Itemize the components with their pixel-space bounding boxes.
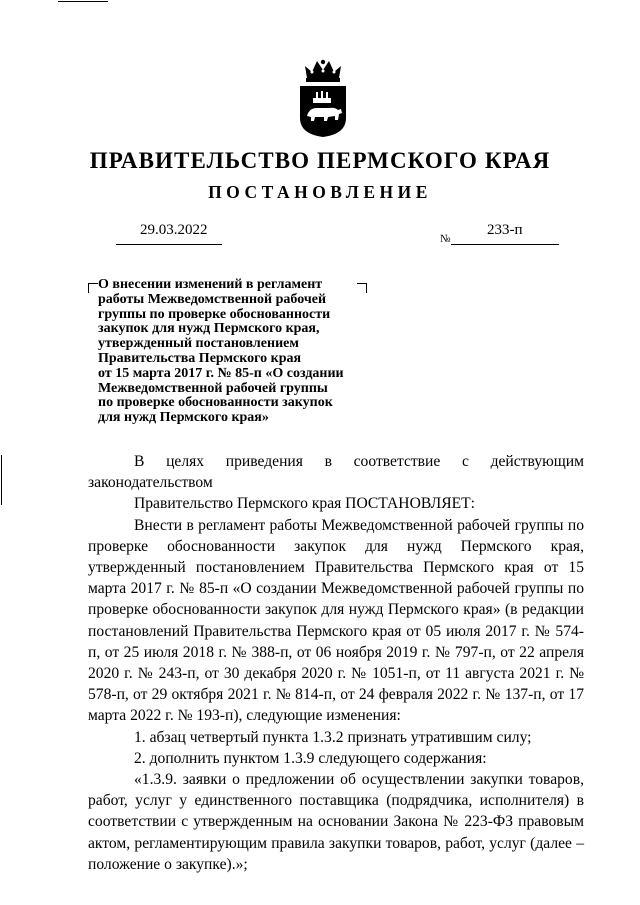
subject-line: от 15 марта 2017 г. № 85-п «О создании (98, 365, 344, 381)
subject-line: утвержденный постановлением (98, 336, 299, 352)
document-date: 29.03.2022 (140, 222, 208, 238)
number-underline (451, 244, 559, 245)
scan-edge-line-top (58, 1, 108, 2)
document-type: ПОСТАНОВЛЕНИЕ (208, 182, 432, 202)
subject-line: О внесении изменений в регламент (98, 277, 323, 292)
subject-line: закупок для нужд Пермского края, (98, 321, 320, 337)
subject-line: Межведомственной рабочей группы (98, 380, 328, 396)
resolution-paragraph: Правительство Пермского края ПОСТАНОВЛЯЕТ: (134, 495, 475, 513)
date-underline (116, 244, 222, 245)
document-number: 233-п (487, 222, 523, 238)
item-2-paragraph: 2. дополнить пунктом 1.3.9 следующего содержания: (134, 749, 487, 767)
amendment-paragraph: Внести в регламент работы Межведомственной рабочей группы по проверке обоснованности закупок для нужд Пермского края, утвержденный постановлением Правительства Пермского края от 15 марта 2017 г. № 85-п «О создании Межведомственной рабочей группы по проверке обоснованности закупок для нужд Пермского края» (в редакции постановлений Правительства Пермского края от 05 июля 2017 г. № 574-п, от 25 июля 2018 г. № 388-п, от 06 ноября 2019 г. № 797-п, от 22 апреля 2020 г. № 243-п, от 30 декабря 2020 г. № 1051-п, от 11 августа 2021 г. № 578-п, от 29 октября 2021 г. № 814-п, от 24 февраля 2022 г. № 137-п, от 17 марта 2022 г. № 193-п), следующие изменения: (88, 516, 584, 725)
preamble-paragraph: В целях приведения в соответствие с действующим законодательством (88, 453, 584, 492)
document-subject (98, 278, 390, 426)
subject-line: работы Межведомственной рабочей (98, 291, 327, 307)
perm-krai-coat-of-arms-icon (295, 58, 351, 138)
clause-1-3-9-paragraph: «1.3.9. заявки о предложении об осуществлении закупки товаров, работ, услуг у единственного поставщика (подрядчика, исполнителя) в соответствии с утвержденным на основании Закона № 223-ФЗ правовым актом, регламентирующим правила закупки товаров, работ, услуг (далее – положение о закупке).»; (88, 771, 584, 873)
page-title: ПРАВИТЕЛЬСТВО ПЕРМСКОГО КРАЯ (89, 148, 551, 173)
scan-edge-line-left (1, 455, 2, 505)
subject-line: для нужд Пермского края» (98, 410, 269, 426)
subject-line: Правительства Пермского края (98, 350, 302, 366)
number-sign: № (440, 233, 451, 245)
subject-corner-left (88, 283, 98, 293)
document-body (88, 451, 584, 875)
item-1-paragraph: 1. абзац четвертый пункта 1.3.2 признать утратившим силу; (134, 728, 532, 746)
subject-line: группы по проверке обоснованности (98, 306, 331, 322)
subject-line: по проверке обоснованности закупок (98, 395, 333, 411)
